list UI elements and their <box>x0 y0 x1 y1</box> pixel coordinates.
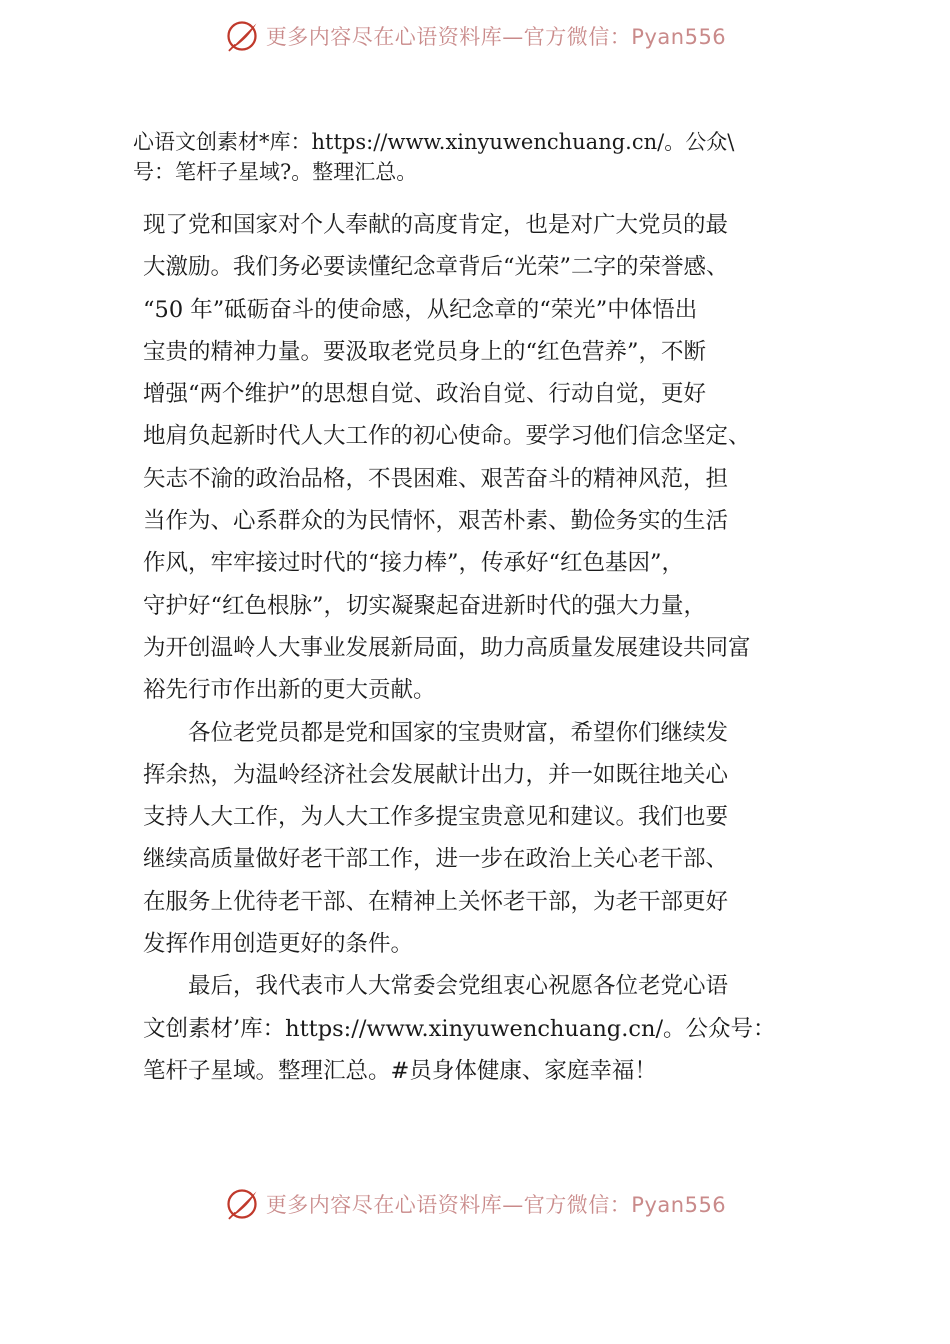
text-line: 支持人大工作，为人大工作多提宝贵意见和建议。我们也要 <box>143 804 729 831</box>
paragraph-2 <box>143 712 815 966</box>
text-line: 现了党和国家对个人奉献的高度肯定，也是对广大党员的最 <box>143 212 729 238</box>
source-line-1: 心语文创素材*库：https://www.xinyuwenchuang.cn/。公众\ <box>133 130 735 154</box>
text-line: 最后，我代表市人大常委会党组衷心祝愿各位老党心语 <box>188 973 729 1000</box>
paragraph-1 <box>143 204 815 712</box>
text-line: 地肩负起新时代人大工作的初心使命。要学习他们信念坚定、 <box>143 423 751 450</box>
header-banner <box>0 14 950 58</box>
source-line <box>133 127 833 187</box>
text-line: 各位老党员都是党和国家的宝贵财富，希望你们继续发 <box>188 719 729 746</box>
quill-logo-icon <box>224 1186 260 1222</box>
text-line: 守护好“红色根脉”，切实凝聚起奋进新时代的强大力量， <box>143 592 707 619</box>
text-line: 增强“两个维护”的思想自觉、政治自觉、行动自觉，更好 <box>143 381 707 408</box>
text-line: 当作为、心系群众的为民情怀，艰苦朴素、勤俭务实的生活 <box>143 508 729 535</box>
document-body <box>143 204 815 1092</box>
footer-banner-text: 更多内容尽在心语资料库—官方微信：Pyan556 <box>265 1193 727 1217</box>
text-line: 宝贵的精神力量。要汲取老党员身上的“红色营养”，不断 <box>143 338 707 365</box>
text-line: 为开创温岭人大事业发展新局面，助力高质量发展建设共同富 <box>143 634 751 661</box>
text-line: 文创素材’库：https://www.xinyuwenchuang.cn/。公众号： <box>143 1015 776 1042</box>
text-line: 作风，牢牢接过时代的“接力棒”，传承好“红色基因”， <box>143 550 685 577</box>
text-line: “50 年”砥砺奋斗的使命感，从纪念章的“荣光”中体悟出 <box>143 296 698 323</box>
source-line-2: 号：笔杆子星域?。整理汇总。 <box>133 160 418 184</box>
footer-banner <box>0 1182 950 1226</box>
text-line: 裕先行市作出新的更大贡献。 <box>143 677 436 704</box>
header-banner-text: 更多内容尽在心语资料库—官方微信：Pyan556 <box>265 25 727 49</box>
text-line: 矢志不渝的政治品格，不畏困难、艰苦奋斗的精神风范，担 <box>143 465 729 492</box>
text-line: 发挥作用创造更好的条件。 <box>143 931 414 958</box>
text-line: 笔杆子星域。整理汇总。#员身体健康、家庭幸福！ <box>143 1057 657 1084</box>
text-line: 继续高质量做好老干部工作，进一步在政治上关心老干部、 <box>143 846 729 873</box>
text-line: 大激励。我们务必要读懂纪念章背后“光荣”二字的荣誉感、 <box>143 254 729 281</box>
text-line: 在服务上优待老干部、在精神上关怀老干部，为老干部更好 <box>143 888 729 915</box>
text-line: 挥余热，为温岭经济社会发展献计出力，并一如既往地关心 <box>143 761 729 788</box>
paragraph-3 <box>143 965 815 1092</box>
quill-logo-icon <box>224 18 260 54</box>
